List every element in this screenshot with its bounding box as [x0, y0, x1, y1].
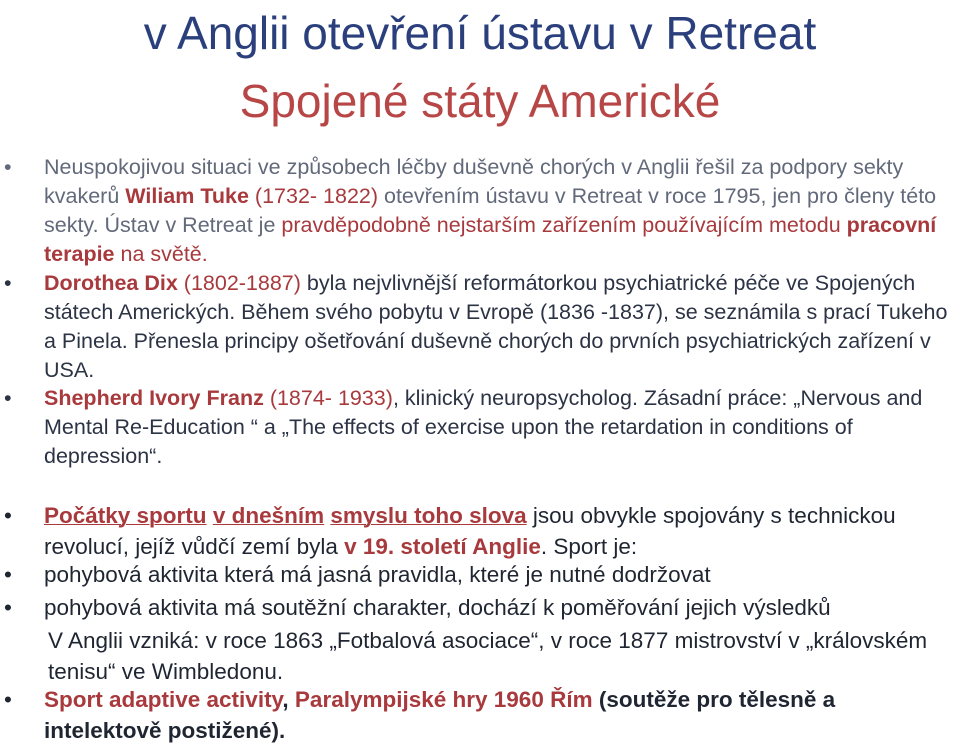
title-line-1: v Anglii otevření ústavu v Retreat: [143, 7, 817, 59]
person-name: Shepherd Ivory Franz: [44, 386, 264, 410]
bullet-text: [44, 500, 955, 562]
text-segment: byla nejvlivnější reformátorkou psychiatrické péče ve Spojených státech Amerických. Během svého pobytu v Evropě (1836 -1837), se seznámila s prací Tukeho a Pinela. Přenesla principy ošetřování duševně chorých do prvních psychiatrických zařízení v USA.: [44, 271, 948, 382]
bullet-text: [44, 153, 955, 269]
bullet-dot: •: [4, 503, 12, 528]
bullet-text: [44, 269, 955, 385]
person-name: Wiliam Tuke: [125, 184, 249, 208]
text-segment-red: pravděpodobně nejstarším zařízením používajícím metodu: [281, 213, 847, 237]
term-highlight: pracovní terapie: [44, 213, 937, 266]
highlight-paralympics: Paralympijské hry 1960 Řím: [294, 687, 593, 712]
bullet-text: pohybová aktivita která má jasná pravidla, které je nutné dodržovat: [44, 562, 711, 587]
underlined-phrase: smyslu toho slova: [330, 503, 527, 528]
bullet-text: [44, 384, 955, 471]
text-segment: (soutěže pro tělesně a intelektově postižené).: [44, 687, 836, 743]
bullet-text: pohybová aktivita má soutěžní charakter, dochází k poměřování jejich výsledků: [44, 595, 831, 620]
bullet-dot: •: [4, 155, 12, 179]
bullet-text: [44, 684, 955, 746]
person-name: Dorothea Dix: [44, 271, 178, 295]
underlined-phrase: v dnešním: [212, 503, 325, 528]
text-segment: jsou obvykle spojovány s technickou revolucí, jejíž vůdčí zemí byla: [44, 503, 896, 559]
text-segment: Neuspokojivou situaci ve způsobech léčby duševně chorých v Anglii řešil za podpory sekty kvakerů: [44, 155, 904, 208]
person-years: (1732- 1822): [248, 184, 384, 208]
text-segment: , klinický neuropsycholog. Zásadní práce: „Nervous and Mental Re-Education “ a „The effects of exercise upon the retardation in conditions of depression“.: [44, 386, 923, 468]
text-segment-red: na světě.: [114, 242, 208, 266]
highlight-century: v 19. století Anglie: [344, 534, 541, 559]
bullet-dot: •: [4, 271, 12, 295]
text-segment: ,: [282, 687, 295, 712]
bullet-dot: •: [4, 687, 12, 712]
person-years: (1802-1887): [177, 271, 307, 295]
title-line-2: Spojené státy Americké: [239, 75, 721, 127]
bullet-dot: •: [4, 386, 12, 410]
text-segment: . Sport je:: [540, 534, 638, 559]
paragraph-england: V Anglii vzniká: v roce 1863 „Fotbalová asociace“, v roce 1877 mistrovství v „královském tenisu“ ve Wimbledonu.: [48, 628, 928, 684]
text-segment: otevřením ústavu v Retreat v roce 1795, jen pro členy této sekty. Ústav v Retreat je: [44, 184, 937, 237]
underlined-phrase: Počátky sportu: [44, 503, 207, 528]
person-years: (1874- 1933): [263, 386, 393, 410]
highlight-adaptive: Sport adaptive activity: [44, 687, 283, 712]
bullet-dot: •: [4, 562, 12, 587]
bullet-dot: •: [4, 595, 12, 620]
